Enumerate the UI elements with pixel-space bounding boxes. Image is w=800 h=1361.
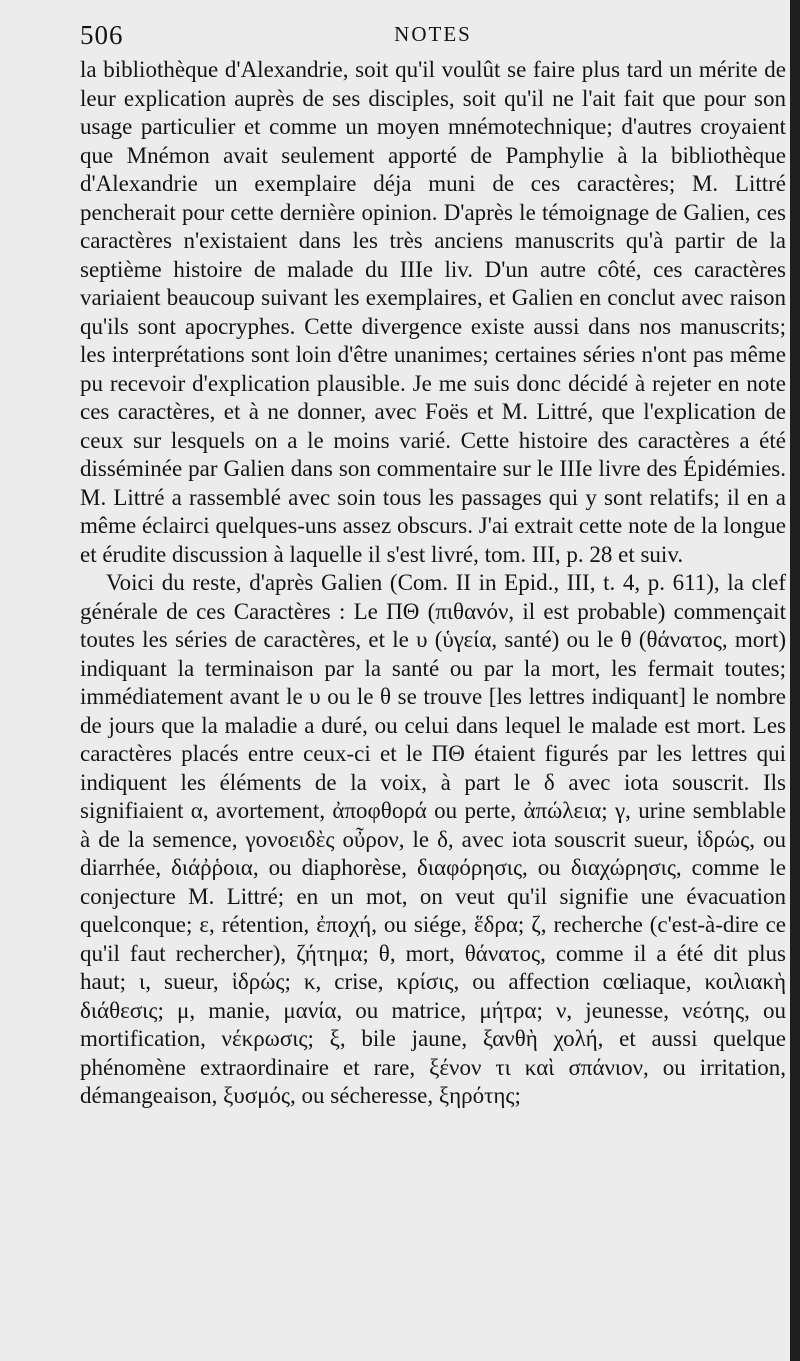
page-header: [80, 20, 786, 56]
page-edge-shadow: [790, 0, 800, 1361]
running-head: NOTES: [394, 22, 472, 46]
paragraph-2: Voici du reste, d'après Galien (Com. II in Epid., III, t. 4, p. 611), la clef générale de ces Caractères : Le ΠΘ (πιθανόν, il est probable) commençait toutes les séries de caractères, et le υ (ὑγεία, santé) ou le θ (θάνατος, mort) indiquant la terminaison par la santé ou par la mort, les fermait toutes; immédiatement avant le υ ou le θ se trouve [les lettres indiquant] le nombre de jours que la maladie a duré, ou celui dans lequel le malade est mort. Les caractères placés entre ceux-ci et le ΠΘ étaient figurés par les lettres qui indiquent les éléments de la voix, à part le δ avec iota souscrit. Ils signifiaient α, avortement, ἀποφθορά ou perte, ἀπώλεια; γ, urine semblable à de la semence, γονοειδὲς οὖρον, le δ, avec iota souscrit sueur, ἱδρώς, ou diarrhée, διάῤῥοια, ou diaphorèse, διαφόρησις, ou διαχώρησις, comme le conjecture M. Littré; en un mot, on veut qu'il signifie une évacuation quelconque; ε, rétention, ἐποχή, ou siége, ἕδρα; ζ, recherche (c'est-à-dire ce qu'il faut rechercher), ζήτημα; θ, mort, θάνατος, comme il a été dit plus haut; ι, sueur, ἱδρώς; κ, crise, κρίσις, ou affection cœliaque, κοιλιακὴ διάθεσις; μ, manie, μανία, ou matrice, μήτρα; ν, jeunesse, νεότης, ou mortification, νέκρωσις; ξ, bile jaune, ξανθὴ χολή, et aussi quelque phénomène extraordinaire et rare, ξένον τι καὶ σπάνιον, ou irritation, démangeaison, ξυσμός, ou sécheresse, ξηρότης;: [80, 570, 786, 1108]
body-text: [80, 56, 786, 1111]
page-number: 506: [80, 20, 124, 50]
paragraph-1: la bibliothèque d'Alexandrie, soit qu'il voulût se faire plus tard un mérite de leur explication auprès de ses disciples, soit qu'il ne l'ait fait que pour son usage particulier et comme un moyen mnémotechnique; d'autres croyaient que Mnémon avait seulement apporté de Pamphylie à la bibliothèque d'Alexandrie un exemplaire déja muni de ces caractères; M. Littré pencherait pour cette dernière opinion. D'après le témoignage de Galien, ces caractères n'existaient dans les très anciens manuscrits qu'à partir de la septième histoire de malade du IIIe liv. D'un autre côté, ces caractères variaient beaucoup suivant les exemplaires, et Galien en conclut avec raison qu'ils sont apocryphes. Cette divergence existe aussi dans nos manuscrits; les interprétations sont loin d'être unanimes; certaines séries n'ont pas même pu recevoir d'explication plausible. Je me suis donc décidé à rejeter en note ces caractères, et à ne donner, avec Foës et M. Littré, que l'explication de ceux sur lesquels on a le moins varié. Cette histoire des caractères a été disséminée par Galien dans son commentaire sur le IIIe livre des Épidémies. M. Littré a rassemblé avec soin tous les passages qui y sont relatifs; il en a même éclairci quelques-uns assez obscurs. J'ai extrait cette note de la longue et érudite discussion à laquelle il s'est livré, tom. III, p. 28 et suiv.: [80, 57, 786, 567]
